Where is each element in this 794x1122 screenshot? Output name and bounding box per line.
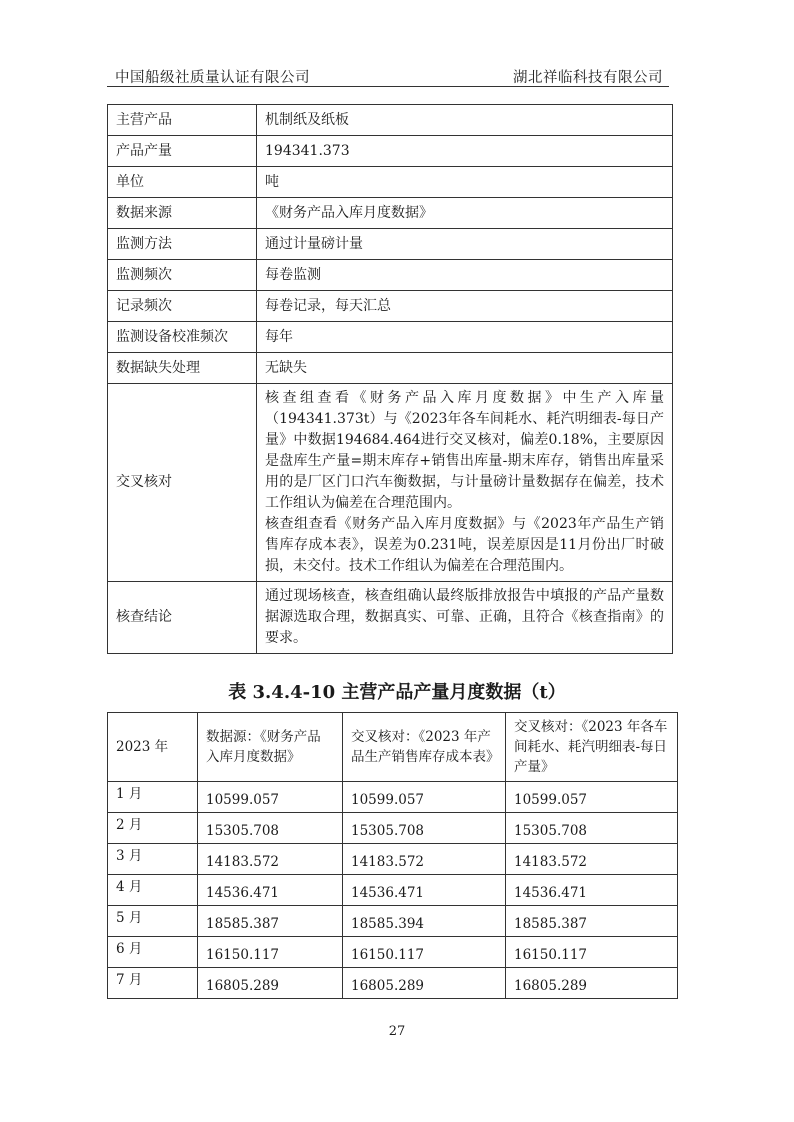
table-row [108,937,678,968]
product-info-table [107,104,673,654]
source-value: 16150.117 [198,937,343,968]
table-header-row [108,713,678,782]
source-value: 10599.057 [198,782,343,813]
header-company-right: 湖北祥临科技有限公司 [513,70,663,86]
table-row [108,813,678,844]
row-value: 每卷监测 [257,260,673,291]
row-label: 核查结论 [108,582,257,654]
table-row [108,875,678,906]
page-number: 27 [388,1024,406,1039]
daily-output-value: 16150.117 [506,937,678,968]
month-cell: 3 月 [108,844,198,875]
row-label: 交叉核对 [108,384,257,582]
daily-output-value: 10599.057 [506,782,678,813]
row-label: 主营产品 [108,105,257,136]
source-value: 16805.289 [198,968,343,999]
daily-output-value: 16805.289 [506,968,678,999]
cross-check-paragraph-1: 核查组查看《财务产品入库月度数据》中生产入库量（194341.373t）与《2023年各车间耗水、耗汽明细表-每日产量》中数据194684.464进行交叉核对，偏差0.18%，主要原因是盘库生产量=期末库存+销售出库量-期末库存，销售出库量采用的是厂区门口汽车衡数据，与计量磅计量数据存在偏差，技术工作组认为偏差在合理范围内。 [265,390,664,511]
row-value: 吨 [257,167,673,198]
table-row [108,260,673,291]
table-row [108,136,673,167]
row-label: 监测频次 [108,260,257,291]
table-row [108,198,673,229]
table-row [108,105,673,136]
table-row [108,968,678,999]
source-value: 14536.471 [198,875,343,906]
cost-table-value: 14536.471 [343,875,506,906]
table-caption: 表 3.4.4-10 主营产品产量月度数据（t） [228,682,566,703]
table-row-conclusion [108,582,673,654]
daily-output-value: 14183.572 [506,844,678,875]
source-value: 18585.387 [198,906,343,937]
cost-table-value: 16805.289 [343,968,506,999]
page-header [107,64,669,87]
daily-output-value: 18585.387 [506,906,678,937]
table-row [108,844,678,875]
source-value: 14183.572 [198,844,343,875]
cost-table-value: 10599.057 [343,782,506,813]
table-row [108,229,673,260]
cost-table-value: 15305.708 [343,813,506,844]
header-source: 数据源：《财务产品入库月度数据》 [198,713,343,782]
row-label: 记录频次 [108,291,257,322]
cost-table-value: 18585.394 [343,906,506,937]
header-cross-check-cost: 交叉核对：《2023 年产品生产销售库存成本表》 [343,713,506,782]
daily-output-value: 14536.471 [506,875,678,906]
month-cell: 1 月 [108,782,198,813]
row-value: 《财务产品入库月度数据》 [257,198,673,229]
row-label: 数据缺失处理 [108,353,257,384]
month-cell: 5 月 [108,906,198,937]
month-cell: 7 月 [108,968,198,999]
source-value: 15305.708 [198,813,343,844]
row-value: 每年 [257,322,673,353]
header-cross-check-daily: 交叉核对：《2023 年各车间耗水、耗汽明细表-每日产量》 [506,713,678,782]
header-year: 2023 年 [108,713,198,782]
month-cell: 4 月 [108,875,198,906]
row-label: 产品产量 [108,136,257,167]
monthly-output-table [107,712,678,999]
conclusion-text: 通过现场核查，核查组确认最终版排放报告中填报的产品产量数据源选取合理，数据真实、可靠、正确，且符合《核查指南》的要求。 [257,582,673,654]
table-row [108,291,673,322]
table-row [108,353,673,384]
cross-check-paragraph-2: 核查组查看《财务产品入库月度数据》与《2023年产品生产销售库存成本表》，误差为0.231吨，误差原因是11月份出厂时破损，未交付。技术工作组认为偏差在合理范围内。 [265,516,664,574]
month-cell: 2 月 [108,813,198,844]
cross-check-text [257,384,673,582]
row-value: 无缺失 [257,353,673,384]
row-label: 监测方法 [108,229,257,260]
row-value: 每卷记录，每天汇总 [257,291,673,322]
daily-output-value: 15305.708 [506,813,678,844]
table-row-cross-check [108,384,673,582]
table-row [108,906,678,937]
cost-table-value: 16150.117 [343,937,506,968]
row-label: 数据来源 [108,198,257,229]
row-label: 监测设备校准频次 [108,322,257,353]
row-value: 机制纸及纸板 [257,105,673,136]
cost-table-value: 14183.572 [343,844,506,875]
header-company-left: 中国船级社质量认证有限公司 [115,70,310,86]
row-label: 单位 [108,167,257,198]
month-cell: 6 月 [108,937,198,968]
table-row [108,167,673,198]
row-value: 194341.373 [257,136,673,167]
table-row [108,782,678,813]
table-row [108,322,673,353]
row-value: 通过计量磅计量 [257,229,673,260]
